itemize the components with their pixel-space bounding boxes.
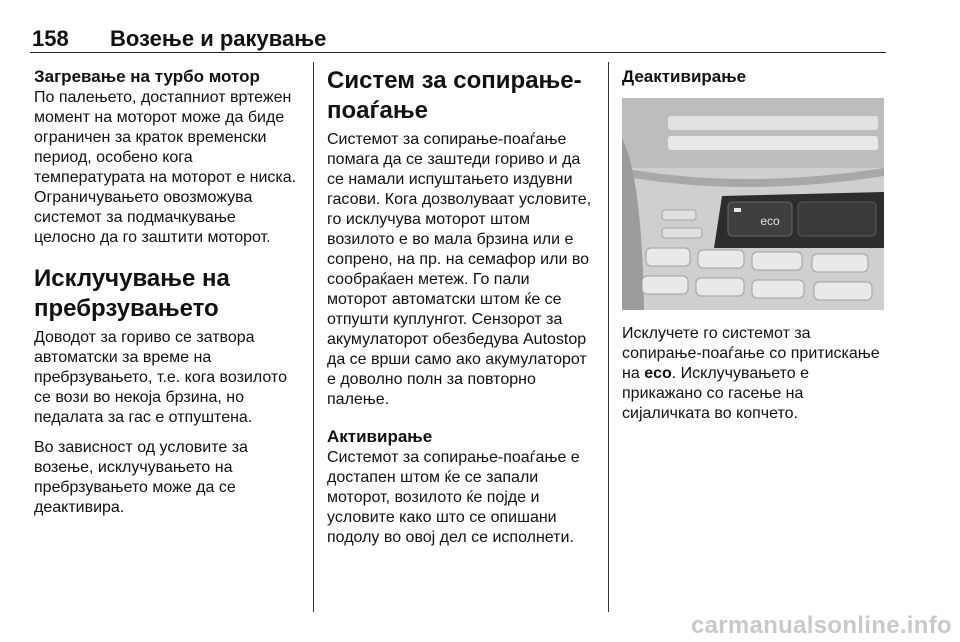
text-line: е доволно полн за повторно (327, 371, 536, 388)
text-line: деактивира. (34, 499, 125, 516)
text-fragment: на (622, 365, 645, 382)
text-line: сијаличката во копчето. (622, 405, 798, 422)
text-line: момент на моторот може да биде (34, 109, 285, 126)
text-line: подолу во овој дел се исполнети. (327, 529, 574, 546)
text-line: период, особено кога (34, 149, 193, 166)
watermark-site: carmanualsonline.info (690, 612, 952, 639)
turbo-warmup-heading: Загревање на турбо мотор (34, 67, 260, 86)
text-line: По палењето, достапниот вртежен (34, 89, 292, 106)
stop-start-text (327, 130, 599, 410)
text-line: палење. (327, 391, 390, 408)
text-line: помага да се заштеди гориво и да (327, 151, 581, 168)
text-line: го исклучува моторот штом (327, 211, 530, 228)
text-line: се вози во некоја брзина, но (34, 389, 244, 406)
text-line: условите како што се опишани (327, 509, 557, 526)
text-line: Системот за сопирање-поаѓање (327, 131, 567, 148)
activation-heading: Активирање (327, 427, 433, 446)
text-line: Системот за сопирање-поаѓање е (327, 449, 580, 466)
deactivation-heading: Деактивирање (622, 67, 747, 86)
heading-line: Систем за сопирање- (327, 67, 582, 94)
section-title: Возење и ракување (110, 26, 327, 51)
activation-text (327, 448, 599, 548)
text-line: Ограничувањето овозможува (34, 189, 253, 206)
column-3 (622, 66, 888, 424)
overrun-cutoff-text-2 (34, 438, 304, 518)
text-line: да се врши само ако акумулаторот (327, 351, 587, 368)
eco-keyword: eco (644, 365, 672, 382)
text-line (622, 364, 888, 384)
page-header (30, 26, 886, 53)
text-line: пребрзувањето може да се (34, 479, 236, 496)
text-line: отпушти куплунгот. Сензорот за (327, 311, 563, 328)
text-line: гасови. Кога дозволуваат условите, (327, 191, 592, 208)
center-console-illustration (622, 98, 884, 310)
text-line: возилото е во мала брзина или е (327, 231, 574, 248)
heading-line: пребрзувањето (34, 295, 219, 322)
text-line: ограничен за краток временски (34, 129, 267, 146)
text-line: сопирање-поаѓање со притискање (622, 345, 880, 362)
column-divider-1 (313, 62, 314, 612)
text-line: акумулаторот обезбедува Autostop (327, 331, 587, 348)
eco-button-icon (728, 202, 792, 236)
turbo-warmup-text (34, 88, 304, 248)
text-line: Во зависност од условите за (34, 439, 248, 456)
dashboard-eco-button-figure (622, 98, 884, 310)
text-line: Доводот за гориво се затвора (34, 329, 255, 346)
text-line: се намали испуштањето издувни (327, 171, 573, 188)
column-2 (327, 66, 599, 548)
text-line: автоматски за време на (34, 349, 212, 366)
deactivation-text (622, 324, 888, 424)
text-line: достапен штом ќе се запали (327, 469, 539, 486)
heading-line: Исклучување на (34, 265, 230, 292)
heading-line: поаѓање (327, 97, 428, 124)
text-line: возење, исклучувањето на (34, 459, 233, 476)
column-divider-2 (608, 62, 609, 612)
text-line: системот за подмачкување (34, 209, 236, 226)
overrun-cutoff-text (34, 328, 304, 428)
column-1 (34, 66, 304, 518)
svg-text:eco: eco (760, 214, 780, 228)
overrun-cutoff-heading (34, 264, 304, 324)
text-line: моторот автоматски штом ќе се (327, 291, 562, 308)
stop-start-heading (327, 66, 599, 126)
text-fragment: . Исклучувањето е (671, 365, 809, 382)
text-line: пребрзувањето, т.е. кога возилото (34, 369, 287, 386)
text-line: сопрено, на пр. на семафор или во (327, 251, 590, 268)
text-line: прикажано со гасење на (622, 385, 804, 402)
page-number: 158 (32, 26, 69, 51)
text-line: температурата на моторот е ниска. (34, 169, 297, 186)
text-line: моторот, возилото ќе појде и (327, 489, 540, 506)
text-line: педалата за гас е отпуштена. (34, 409, 253, 426)
text-line: целосно да го заштити моторот. (34, 229, 271, 246)
text-line: Исклучете го системот за (622, 325, 811, 342)
text-line: сообраќаен метеж. Го пали (327, 271, 530, 288)
